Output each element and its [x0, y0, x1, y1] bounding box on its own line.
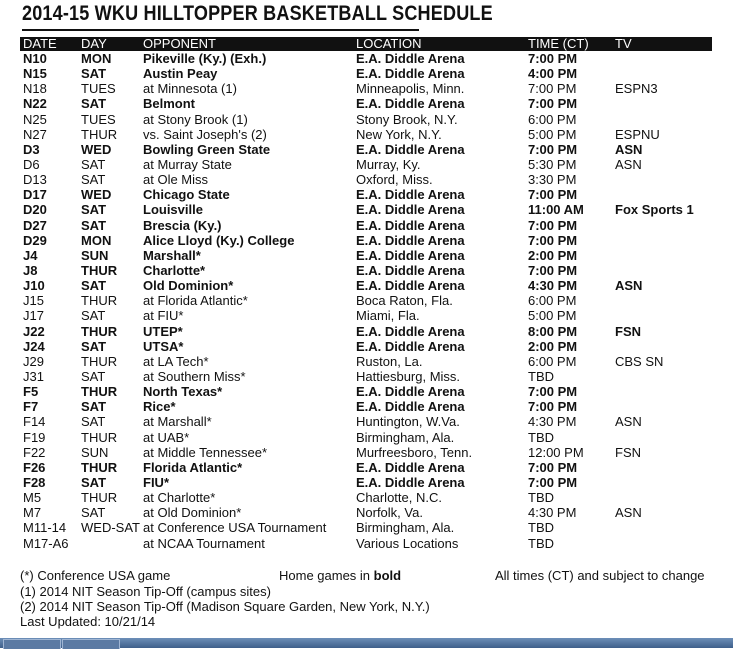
conference-note: (*) Conference USA game — [20, 568, 171, 583]
cell-time: 7:00 PM — [528, 384, 578, 400]
table-row — [20, 339, 712, 354]
cell-day: SAT — [81, 399, 107, 415]
cell-date: N18 — [23, 81, 47, 97]
cell-location: Norfolk, Va. — [356, 505, 423, 521]
cell-time: 11:00 AM — [528, 202, 584, 218]
cell-date: J29 — [23, 353, 44, 369]
cell-day: WED — [81, 187, 112, 203]
table-row — [20, 536, 712, 551]
table-row — [20, 233, 712, 248]
cell-tv — [612, 430, 712, 445]
times-note: All times (CT) and subject to change — [495, 568, 705, 583]
cell-location: E.A. Diddle Arena — [356, 399, 465, 415]
cell-location: Murfreesboro, Tenn. — [356, 444, 473, 460]
cell-location: Murray, Ky. — [356, 157, 421, 173]
cell-location: E.A. Diddle Arena — [356, 247, 465, 263]
cell-tv: ASN — [615, 141, 643, 157]
cell-date: F26 — [23, 459, 46, 475]
cell-tv — [612, 293, 712, 308]
table-row — [20, 66, 712, 81]
table-row — [20, 460, 712, 475]
cell-opponent: at UAB* — [143, 429, 190, 445]
table-row — [20, 414, 712, 429]
cell-date: D20 — [23, 202, 47, 218]
cell-time: TBD — [528, 429, 554, 445]
title-underline — [22, 29, 419, 31]
cell-time: 12:00 PM — [528, 444, 584, 460]
home-games-note — [279, 568, 401, 583]
cell-opponent: Pikeville (Ky.) (Exh.) — [143, 51, 267, 67]
cell-opponent: at Charlotte* — [143, 490, 216, 506]
cell-date: D13 — [23, 172, 47, 188]
cell-opponent: at Marshall* — [143, 414, 212, 430]
cell-date: N27 — [23, 126, 47, 142]
cell-opponent: at FIU* — [143, 308, 184, 324]
cell-time: 7:00 PM — [528, 475, 578, 490]
cell-tv: ESPNU — [615, 126, 660, 142]
cell-date: J8 — [23, 263, 38, 279]
cell-time: TBD — [528, 520, 554, 536]
column-header-opponent: OPPONENT — [140, 37, 353, 51]
cell-opponent: at Middle Tennessee* — [143, 444, 268, 460]
cell-time: TBD — [528, 535, 554, 551]
cell-opponent: at LA Tech* — [143, 353, 209, 369]
cell-time: 5:30 PM — [528, 157, 577, 173]
column-header-tv: TV — [612, 37, 712, 51]
table-row — [20, 324, 712, 339]
cell-date: D6 — [23, 157, 40, 173]
cell-location: Minneapolis, Minn. — [356, 81, 465, 97]
schedule-table — [20, 37, 712, 551]
cell-date: D27 — [23, 217, 47, 233]
column-header-time: TIME (CT) — [525, 37, 612, 51]
cell-day: WED — [81, 141, 112, 157]
cell-date: J15 — [23, 293, 44, 309]
cell-tv — [612, 384, 712, 399]
cell-location: E.A. Diddle Arena — [356, 66, 465, 82]
cell-location: E.A. Diddle Arena — [356, 202, 465, 218]
cell-date: F22 — [23, 444, 46, 460]
cell-opponent: Austin Peay — [143, 66, 218, 82]
cell-time: 4:30 PM — [528, 414, 577, 430]
cell-time: 7:00 PM — [528, 399, 578, 415]
cell-date: F5 — [23, 384, 39, 400]
schedule-title: 2014-15 WKU HILLTOPPER BASKETBALL SCHEDULE — [22, 2, 493, 25]
cell-day: THUR — [81, 429, 118, 445]
column-header-location: LOCATION — [353, 37, 525, 51]
cell-day: MON — [81, 51, 112, 67]
cell-time: 6:00 PM — [528, 353, 577, 369]
cell-time: 4:30 PM — [528, 505, 577, 521]
cell-tv — [612, 399, 712, 414]
table-row — [20, 384, 712, 399]
cell-day: SAT — [81, 278, 107, 294]
table-row — [20, 369, 712, 384]
cell-location: New York, N.Y. — [356, 126, 442, 142]
cell-location: Various Locations — [356, 535, 459, 551]
cell-location: Miami, Fla. — [356, 308, 420, 324]
cell-location: Birmingham, Ala. — [356, 429, 455, 445]
cell-tv — [612, 51, 712, 66]
cell-tv — [612, 520, 712, 535]
cell-time: TBD — [528, 369, 554, 385]
cell-date: F28 — [23, 475, 46, 490]
cell-location: E.A. Diddle Arena — [356, 217, 465, 233]
cell-tv — [612, 187, 712, 202]
cell-day: SAT — [81, 217, 107, 233]
cell-day: TUES — [81, 81, 116, 97]
cell-day: THUR — [81, 490, 118, 506]
cell-tv — [612, 369, 712, 384]
table-row — [20, 112, 712, 127]
cell-location: E.A. Diddle Arena — [356, 51, 465, 67]
cell-tv — [612, 248, 712, 263]
table-row — [20, 127, 712, 142]
cell-opponent: at NCAA Tournament — [143, 535, 265, 551]
cell-date: J17 — [23, 308, 44, 324]
cell-day: SAT — [81, 202, 107, 218]
cell-tv — [612, 218, 712, 233]
table-row — [20, 218, 712, 233]
table-row — [20, 445, 712, 460]
cell-day: THUR — [81, 293, 118, 309]
table-row — [20, 51, 712, 66]
cell-tv: FSN — [615, 444, 641, 460]
cell-opponent: at Murray State — [143, 157, 232, 173]
footnote-2: (2) 2014 NIT Season Tip-Off (Madison Square Garden, New York, N.Y.) — [20, 599, 430, 614]
cell-opponent: at Florida Atlantic* — [143, 293, 248, 309]
cell-time: 7:00 PM — [528, 187, 578, 203]
cell-date: D17 — [23, 187, 47, 203]
table-row — [20, 142, 712, 157]
cell-day: THUR — [81, 384, 118, 400]
cell-day: THUR — [81, 459, 118, 475]
cell-time: 7:00 PM — [528, 96, 578, 112]
cell-location: E.A. Diddle Arena — [356, 141, 465, 157]
cell-date: J22 — [23, 323, 45, 339]
cell-date: M5 — [23, 490, 42, 506]
cell-opponent: Alice Lloyd (Ky.) College — [143, 232, 295, 248]
cell-date: J31 — [23, 369, 44, 385]
cell-location: Charlotte, N.C. — [356, 490, 442, 506]
cell-date: N25 — [23, 111, 47, 127]
cell-day: SAT — [81, 369, 106, 385]
cell-day: SUN — [81, 247, 109, 263]
cell-location: E.A. Diddle Arena — [356, 323, 465, 339]
cell-opponent: Chicago State — [143, 187, 230, 203]
cell-time: 4:30 PM — [528, 278, 578, 294]
cell-time: 8:00 PM — [528, 323, 578, 339]
table-row — [20, 263, 712, 278]
cell-location: Ruston, La. — [356, 353, 423, 369]
cell-time: 7:00 PM — [528, 459, 578, 475]
schedule-body — [20, 51, 712, 551]
cell-opponent: at Stony Brook (1) — [143, 111, 248, 127]
cell-opponent: Charlotte* — [143, 263, 206, 279]
cell-location: Hattiesburg, Miss. — [356, 369, 461, 385]
cell-location: Birmingham, Ala. — [356, 520, 455, 536]
cell-time: 7:00 PM — [528, 141, 578, 157]
cell-tv: ASN — [615, 157, 642, 173]
cell-day: THUR — [81, 126, 118, 142]
cell-day: THUR — [81, 353, 118, 369]
cell-tv: ASN — [615, 505, 642, 521]
cell-tv — [612, 475, 712, 490]
cell-time: 7:00 PM — [528, 232, 578, 248]
cell-tv — [612, 233, 712, 248]
cell-opponent: Old Dominion* — [143, 278, 234, 294]
cell-time: 7:00 PM — [528, 81, 577, 97]
cell-day: SAT — [81, 157, 106, 173]
table-row — [20, 248, 712, 263]
cell-day: SAT — [81, 172, 106, 188]
cell-day: MON — [81, 232, 112, 248]
cell-opponent: North Texas* — [143, 384, 223, 400]
cell-tv — [612, 490, 712, 505]
cell-tv: FSN — [615, 323, 641, 339]
table-header-row — [20, 37, 712, 51]
cell-date: M17-A6 — [23, 535, 69, 551]
cell-tv: CBS SN — [615, 353, 664, 369]
cell-opponent: Brescia (Ky.) — [143, 217, 222, 233]
cell-opponent: FIU* — [143, 475, 169, 490]
cell-tv — [612, 263, 712, 278]
cell-time: 7:00 PM — [528, 263, 578, 279]
cell-tv — [612, 536, 712, 551]
table-row — [20, 399, 712, 414]
cell-day — [78, 536, 140, 551]
cell-opponent: at Minnesota (1) — [143, 81, 237, 97]
cell-day: SAT — [81, 414, 106, 430]
cell-location: E.A. Diddle Arena — [356, 187, 465, 203]
table-row — [20, 430, 712, 445]
cell-tv — [612, 172, 712, 187]
home-note-prefix: Home games in — [279, 568, 374, 583]
home-note-bold: bold — [373, 568, 402, 583]
cell-date: J24 — [23, 338, 45, 354]
cell-date: M11-14 — [23, 520, 67, 536]
cell-location: E.A. Diddle Arena — [356, 384, 465, 400]
cell-tv: ASN — [615, 278, 643, 294]
cell-time: 4:00 PM — [528, 66, 578, 82]
cell-date: F14 — [23, 414, 46, 430]
table-row — [20, 96, 712, 111]
cell-date: F19 — [23, 429, 46, 445]
cell-opponent: Rice* — [143, 399, 176, 415]
cell-time: 5:00 PM — [528, 126, 577, 142]
cell-location: Oxford, Miss. — [356, 172, 433, 188]
table-row — [20, 293, 712, 308]
cell-tv — [612, 112, 712, 127]
table-row — [20, 81, 712, 96]
cell-date: D29 — [23, 232, 47, 248]
cell-location: E.A. Diddle Arena — [356, 278, 465, 294]
cell-opponent: at Ole Miss — [143, 172, 209, 188]
cell-time: TBD — [528, 490, 554, 506]
cell-date: J10 — [23, 278, 45, 294]
cell-tv — [612, 66, 712, 81]
cell-opponent: Bowling Green State — [143, 141, 271, 157]
table-row — [20, 202, 712, 217]
cell-day: TUES — [81, 111, 116, 127]
cell-opponent: at Old Dominion* — [143, 505, 242, 521]
column-header-day: DAY — [78, 37, 140, 51]
cell-opponent: Belmont — [143, 96, 195, 112]
cell-time: 3:30 PM — [528, 172, 577, 188]
last-updated: Last Updated: 10/21/14 — [20, 614, 156, 629]
cell-location: E.A. Diddle Arena — [356, 232, 465, 248]
table-row — [20, 475, 712, 490]
cell-opponent: Louisville — [143, 202, 203, 218]
cell-opponent: UTSA* — [143, 338, 184, 354]
cell-opponent: UTEP* — [143, 323, 183, 339]
cell-location: Boca Raton, Fla. — [356, 293, 453, 309]
cell-day: SAT — [81, 505, 106, 521]
cell-opponent: Marshall* — [143, 247, 201, 263]
table-row — [20, 520, 712, 535]
cell-date: F7 — [23, 399, 39, 415]
cell-tv — [612, 339, 712, 354]
cell-date: N15 — [23, 66, 47, 82]
cell-date: D3 — [23, 141, 40, 157]
cell-tv: Fox Sports 1 — [615, 202, 694, 218]
cell-tv: ASN — [615, 414, 642, 430]
footnote-1: (1) 2014 NIT Season Tip-Off (campus sites) — [20, 584, 271, 599]
cell-opponent: vs. Saint Joseph's (2) — [143, 126, 267, 142]
table-row — [20, 354, 712, 369]
cell-location: E.A. Diddle Arena — [356, 263, 465, 279]
cell-time: 7:00 PM — [528, 51, 578, 67]
cell-tv — [612, 308, 712, 323]
cell-location: Huntington, W.Va. — [356, 414, 460, 430]
cell-time: 6:00 PM — [528, 293, 577, 309]
table-row — [20, 172, 712, 187]
cell-date: N22 — [23, 96, 47, 112]
table-row — [20, 308, 712, 323]
cell-day: THUR — [81, 263, 118, 279]
cell-time: 2:00 PM — [528, 338, 578, 354]
cell-day: SAT — [81, 475, 107, 490]
table-row — [20, 490, 712, 505]
cell-opponent: at Conference USA Tournament — [143, 520, 327, 536]
cell-day: SAT — [81, 66, 107, 82]
column-header-date: DATE — [20, 37, 78, 51]
cell-day: WED-SAT — [81, 520, 140, 536]
cell-opponent: at Southern Miss* — [143, 369, 246, 385]
cell-opponent: Florida Atlantic* — [143, 459, 243, 475]
cell-time: 2:00 PM — [528, 247, 578, 263]
cell-date: J4 — [23, 247, 38, 263]
cell-location: Stony Brook, N.Y. — [356, 111, 458, 127]
cell-location: E.A. Diddle Arena — [356, 96, 465, 112]
table-row — [20, 157, 712, 172]
cell-time: 7:00 PM — [528, 217, 578, 233]
cell-location: E.A. Diddle Arena — [356, 459, 465, 475]
table-row — [20, 278, 712, 293]
cell-tv: ESPN3 — [615, 81, 658, 97]
cell-tv — [612, 460, 712, 475]
cell-day: THUR — [81, 323, 118, 339]
table-row — [20, 187, 712, 202]
cell-day: SUN — [81, 444, 109, 460]
table-row — [20, 505, 712, 520]
cell-location: E.A. Diddle Arena — [356, 475, 465, 490]
cell-day: SAT — [81, 338, 107, 354]
cell-location: E.A. Diddle Arena — [356, 338, 465, 354]
cell-date: N10 — [23, 51, 47, 67]
cell-day: SAT — [81, 308, 106, 324]
cell-time: 5:00 PM — [528, 308, 577, 324]
cell-time: 6:00 PM — [528, 111, 577, 127]
cell-tv — [612, 96, 712, 111]
cell-day: SAT — [81, 96, 107, 112]
cell-date: M7 — [23, 505, 42, 521]
